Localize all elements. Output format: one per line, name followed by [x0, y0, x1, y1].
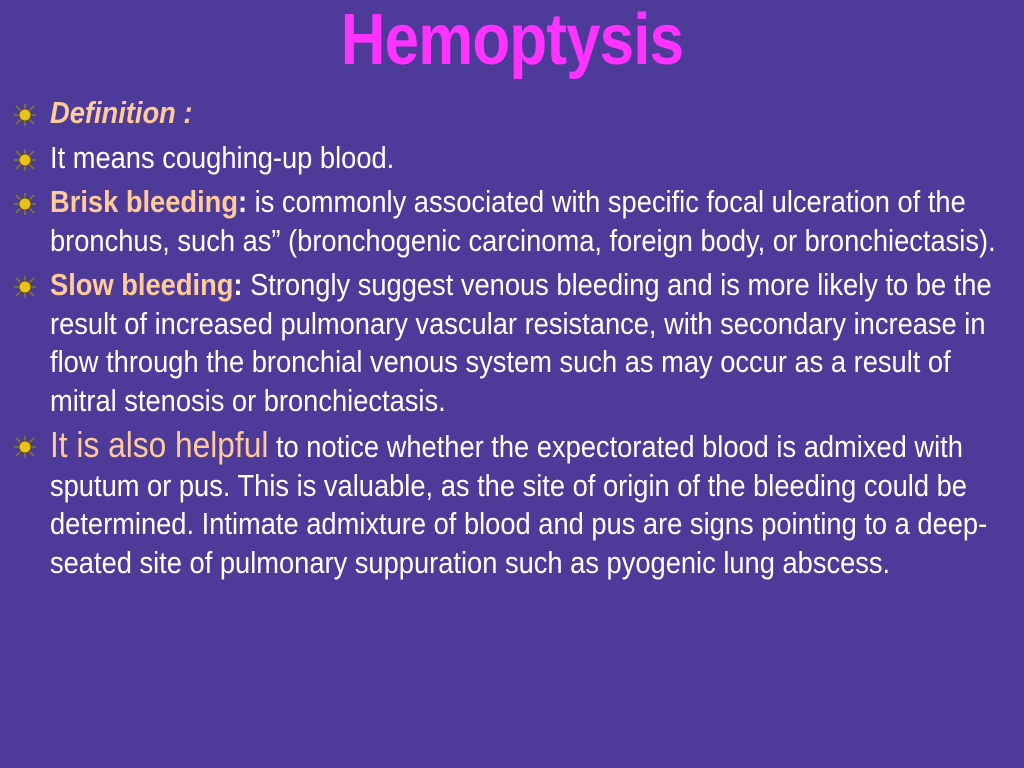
slide-title: Hemoptysis [340, 0, 684, 80]
bullet-definition [10, 94, 1014, 133]
bullet-colon: : [233, 267, 243, 302]
bullet-text: It means coughing-up blood. [50, 139, 395, 175]
sparkle-bullet-icon [12, 435, 38, 459]
sparkle-bullet-icon [12, 148, 38, 172]
bullet-text: to notice whether the expectorated blood is admixed with sputum or pus. This is valuable, as the site of origin of the bleeding could be determined. Intimate admixture of blood and pus are signs pointing to a deep-seated site of pulmonary suppuration such as pyogenic lung abscess. [50, 429, 988, 580]
bullet-slow-bleeding [10, 266, 1014, 420]
sparkle-bullet-icon [12, 275, 38, 299]
bullet-also-helpful [10, 426, 1014, 582]
bullet-meaning [10, 139, 1014, 178]
bullet-lead: Definition : [50, 95, 193, 130]
bullet-lead: Brisk bleeding [50, 184, 238, 219]
bullet-colon: : [237, 184, 248, 219]
bullet-text: Strongly suggest venous bleeding and is more likely to be the result of increased pulmonary vascular resistance, with secondary increase in flow through the bronchial venous system such as may occur as a result of mitral stenosis or bronchiectasis. [50, 267, 992, 418]
bullet-text: is commonly associated with specific focal ulceration of the bronchus, such as” (bronchogenic carcinoma, foreign body, or bronchiectasis). [50, 184, 996, 258]
sparkle-bullet-icon [12, 103, 38, 127]
bullet-lead: Slow bleeding [50, 267, 234, 302]
bullet-brisk-bleeding [10, 183, 1014, 260]
sparkle-bullet-icon [12, 192, 38, 216]
bullet-list [10, 94, 1014, 588]
bullet-lead: It is also helpful [50, 424, 269, 465]
